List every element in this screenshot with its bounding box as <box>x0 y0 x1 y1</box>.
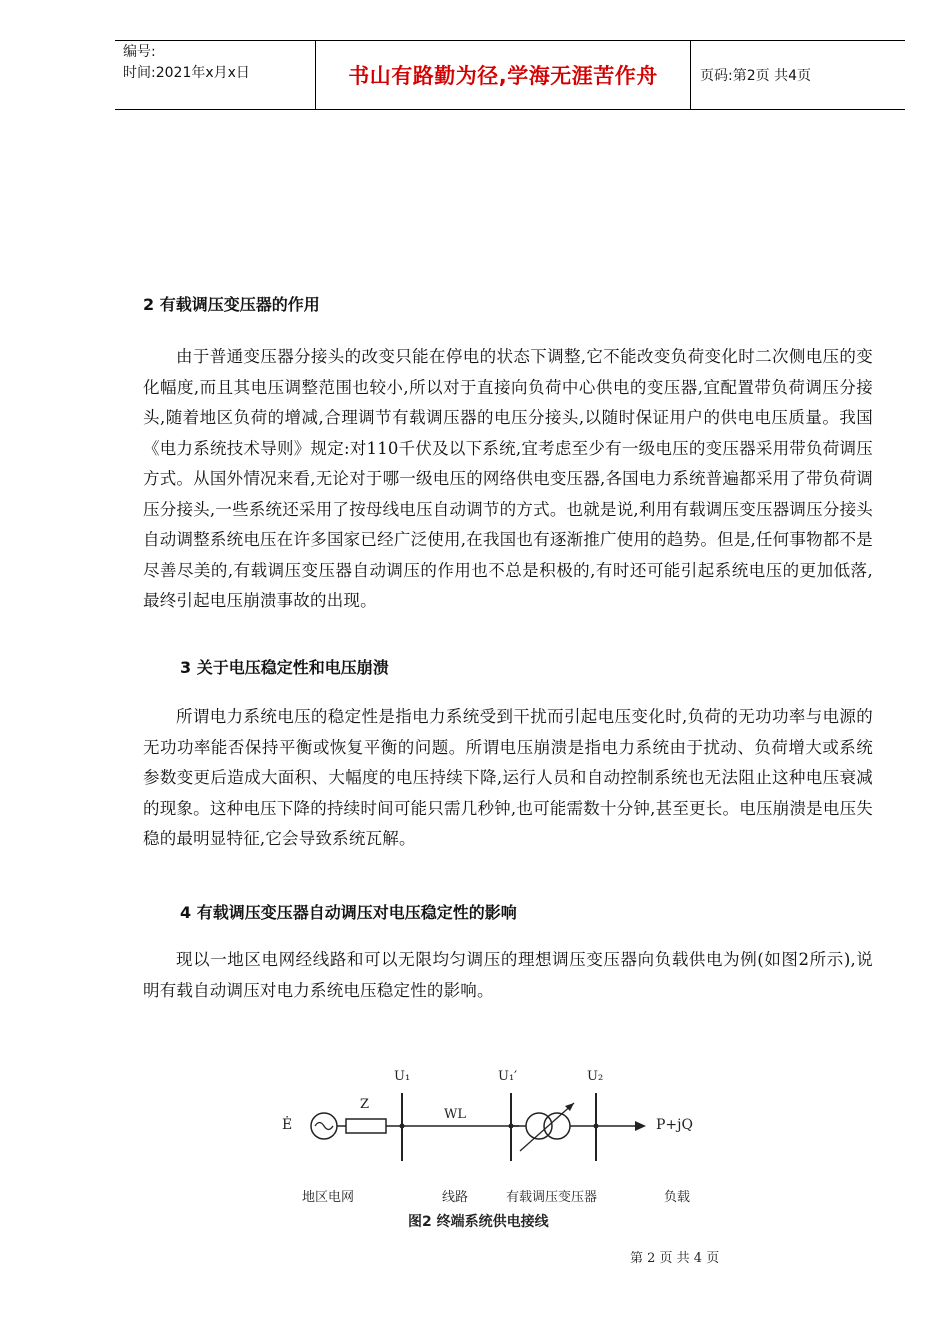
load-caption: 负载 <box>664 1190 691 1205</box>
line-label: WL <box>444 1107 466 1122</box>
impedance-symbol <box>346 1119 386 1133</box>
source-label: Ė <box>282 1117 293 1133</box>
section-paragraph: 由于普通变压器分接头的改变只能在停电的状态下调整,它不能改变负荷变化时二次侧电压的变化幅度,而且其电压调整范围也较小,所以对于直接向负荷中心供电的变压器,宜配置带负荷调压分接头,随着地区负荷的增减,合理调节有载调压器的电压分接头,以随时保证用户的供电电压质量。我国《电力系统技术导则》规定:对110千伏及以下系统,宜考虑至少有一级电压的变压器采用带负荷调压方式。从国外情况来看,无论对于哪一级电压的网络供电变压器,各国电力系统普遍都采用了带负荷调压分接头,一些系统还采用了按母线电压自动调节的方式。也就是说,利用有载调压变压器调压分接头自动调整系统电压在许多国家已经广泛使用,在我国也有逐渐推广使用的趋势。但是,任何事物都不是尽善尽美的,有载调压变压器自动调压的作用也不总是积极的,有时还可能引起系统电压的更加低落,最终引起电压崩溃事故的出现。 <box>143 347 873 610</box>
sine-wave-icon <box>315 1123 333 1130</box>
impedance-label: Z <box>360 1097 370 1112</box>
bus-u1-prime-label: U₁′ <box>498 1069 518 1084</box>
header-meta <box>115 41 315 109</box>
header-page-info: 页码:第2页 共4页 <box>700 68 811 84</box>
figure-title: 图2 终端系统供电接线 <box>408 1214 549 1230</box>
line-caption: 线路 <box>442 1190 469 1205</box>
document-time-label: 时间:2021年x月x日 <box>123 65 250 81</box>
grid-caption: 地区电网 <box>302 1190 355 1205</box>
circuit-diagram <box>274 1063 744 1235</box>
page-header <box>115 40 905 110</box>
bus-u2-label: U₂ <box>587 1069 604 1084</box>
section-heading: 2 有载调压变压器的作用 <box>143 295 320 314</box>
transformer-caption: 有载调压变压器 <box>506 1190 598 1205</box>
section-paragraph: 所谓电力系统电压的稳定性是指电力系统受到干扰而引起电压变化时,负荷的无功功率与电源的无功功率能否保持平衡或恢复平衡的问题。所谓电压崩溃是指电力系统由于扰动、负荷增大或系统参数变更后造成大面积、大幅度的电压持续下降,运行人员和自动控制系统也无法阻止这种电压衰减的现象。这种电压下降的持续时间可能只需几秒钟,也可能需数十分钟,甚至更长。电压崩溃是电压失稳的最明显特征,它会导致系统瓦解。 <box>143 707 873 848</box>
circuit-figure <box>274 1063 744 1235</box>
bus-u1-label: U₁ <box>394 1069 411 1084</box>
header-motto: 书山有路勤为径,学海无涯苦作舟 <box>315 41 691 109</box>
section-heading: 4 有载调压变压器自动调压对电压稳定性的影响 <box>180 903 517 922</box>
section-paragraph: 现以一地区电网经线路和可以无限均匀调压的理想调压变压器向负载供电为例(如图2所示),说明有载自动调压对电力系统电压稳定性的影响。 <box>143 950 873 1000</box>
section-heading: 3 关于电压稳定性和电压崩溃 <box>180 658 389 677</box>
tap-arrow-icon <box>520 1103 574 1151</box>
page-footer: 第 2 页 共 4 页 <box>630 1251 720 1266</box>
load-label: P+jQ <box>656 1117 693 1133</box>
document-number-label: 编号: <box>123 44 156 60</box>
